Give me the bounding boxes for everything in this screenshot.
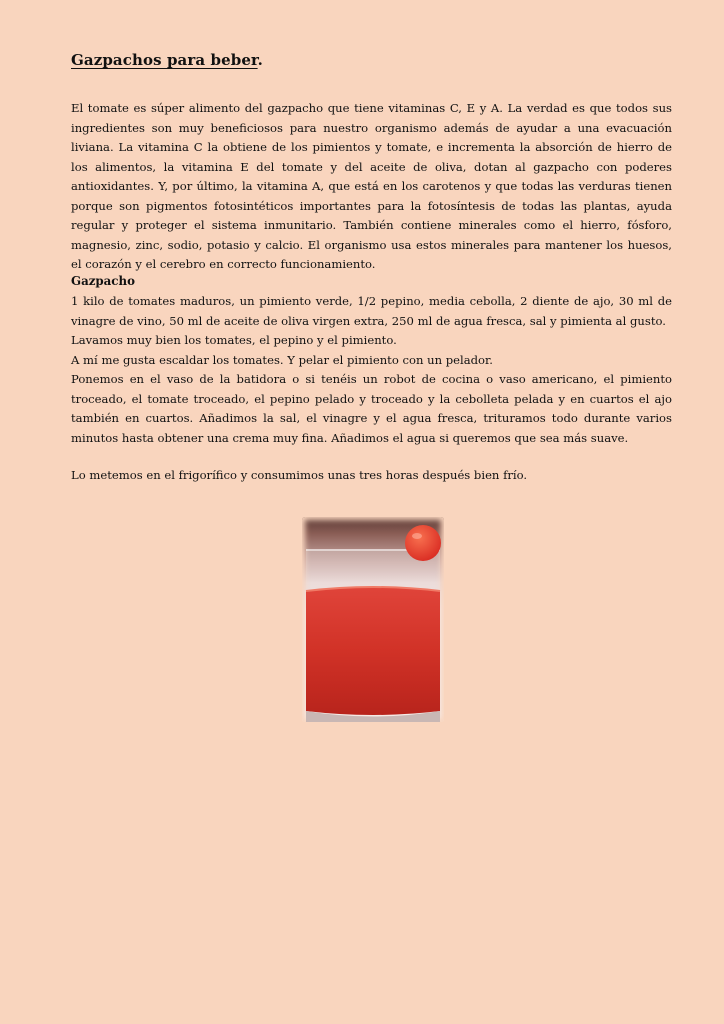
- page-title: [71, 51, 263, 69]
- recipe-body: [71, 292, 672, 448]
- gazpacho-glass-photo: [302, 517, 444, 722]
- title-text: Gazpachos para beber: [71, 51, 258, 69]
- recipe-step: Lavamos muy bien los tomates, el pepino y el pimiento.: [71, 333, 397, 347]
- intro-paragraph: El tomate es súper alimento del gazpacho que tiene vitaminas C, E y A. La verdad es que todos sus ingredientes son muy beneficiosos para nuestro organismo además de ayudar a una evacuación liviana. La vitamina C la obtiene de los pimientos y tomate, e incrementa la absorción de hierro de los alimentos, la vitamina E del tomate y del aceite de oliva, dotan al gazpacho con poderes antioxidantes. Y, por último, la vitamina A, que está en los carotenos y que todas las verduras tienen porque son pigmentos fotosintéticos importantes para la fotosíntesis de todas las plantas, ayuda regular y proteger el sistema inmunitario. También contiene minerales como el hierro, fósforo, magnesio, zinc, sodio, potasio y calcio. El organismo usa estos minerales para mantener los huesos, el corazón y el cerebro en correcto funcionamiento.: [71, 101, 672, 271]
- recipe-step: A mí me gusta escaldar los tomates. Y pelar el pimiento con un pelador.: [71, 352, 493, 367]
- ingredients-line: 1 kilo de tomates maduros, un pimiento verde, 1/2 pepino, media cebolla, 2 diente de ajo, 30 ml de vinagre de vino, 50 ml de aceite de oliva virgen extra, 250 ml de agua fresca, sal y pimienta al gusto.: [71, 294, 672, 328]
- tomato-highlight: [412, 533, 422, 539]
- recipe-heading: Gazpacho: [71, 274, 135, 288]
- title-period: .: [257, 51, 263, 69]
- gazpacho-liquid: [306, 587, 440, 715]
- recipe-step: Ponemos en el vaso de la batidora o si tenéis un robot de cocina o vaso americano, el pimiento troceado, el tomate troceado, el pepino pelado y troceado y la cebolleta pelada y en cuartos el ajo también en cuartos. Añadimos la sal, el vinagre y el agua fresca, trituramos todo durante varios minutos hasta obtener una crema muy fina. Añadimos el agua si queremos que sea más suave.: [71, 372, 672, 445]
- closing-paragraph: Lo metemos en el frigorífico y consumimos unas tres horas después bien frío.: [71, 468, 528, 482]
- tomato-garnish: [405, 525, 441, 561]
